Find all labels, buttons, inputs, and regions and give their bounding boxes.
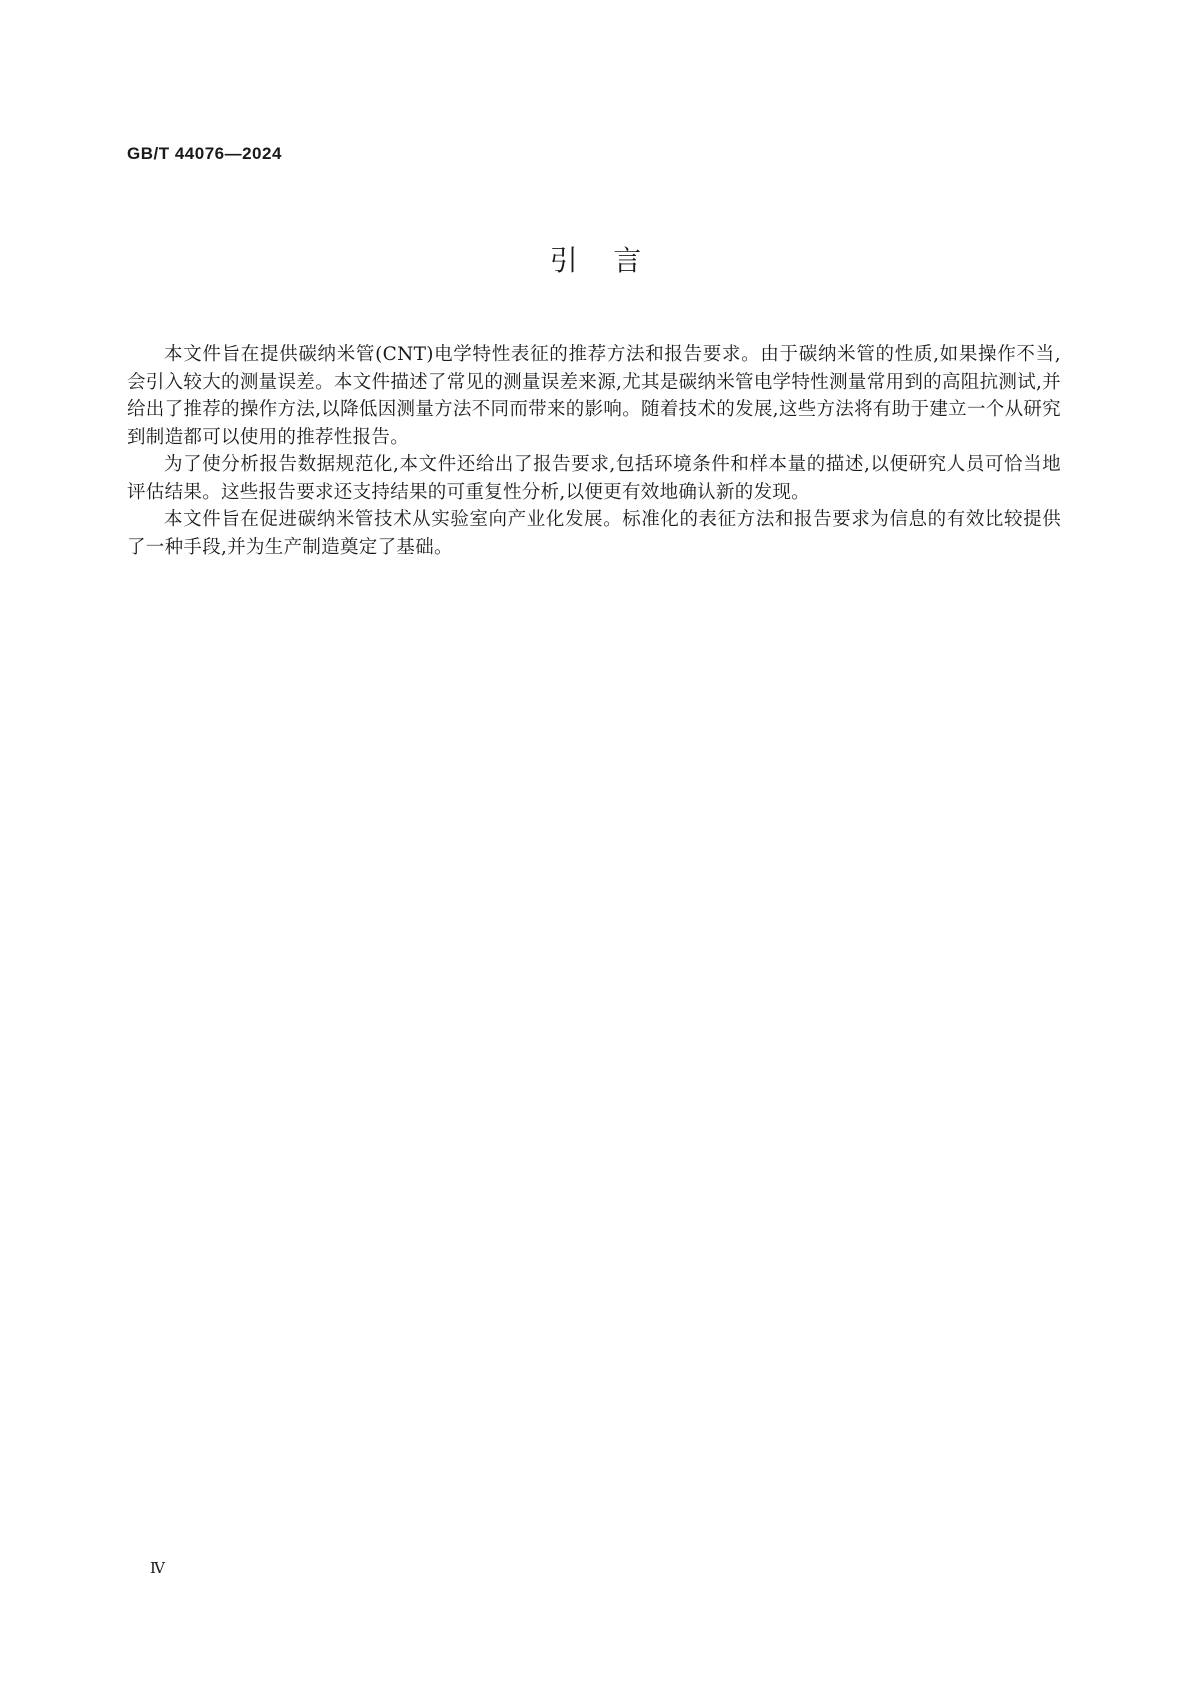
page-title: 引 言 bbox=[549, 244, 642, 277]
paragraph-1: 本文件旨在提供碳纳米管(CNT)电学特性表征的推荐方法和报告要求。由于碳纳米管的性质,如果操作不当,会引入较大的测量误差。本文件描述了常见的测量误差来源,尤其是碳纳米管电学特性测量常用到的高阻抗测试,并给出了推荐的操作方法,以降低因测量方法不同而带来的影响。随着技术的发展,这些方法将有助于建立一个从研究到制造都可以使用的推荐性报告。 bbox=[127, 344, 1061, 448]
paragraph-2: 为了使分析报告数据规范化,本文件还给出了报告要求,包括环境条件和样本量的描述,以便研究人员可恰当地评估结果。这些报告要求还支持结果的可重复性分析,以便更有效地确认新的发现。 bbox=[127, 454, 1061, 503]
paragraph-3: 本文件旨在促进碳纳米管技术从实验室向产业化发展。标准化的表征方法和报告要求为信息的有效比较提供了一种手段,并为生产制造奠定了基础。 bbox=[127, 509, 1061, 558]
standard-number: GB/T 44076—2024 bbox=[127, 144, 282, 163]
body-text bbox=[127, 341, 1061, 561]
page-number: Ⅳ bbox=[150, 1561, 165, 1577]
